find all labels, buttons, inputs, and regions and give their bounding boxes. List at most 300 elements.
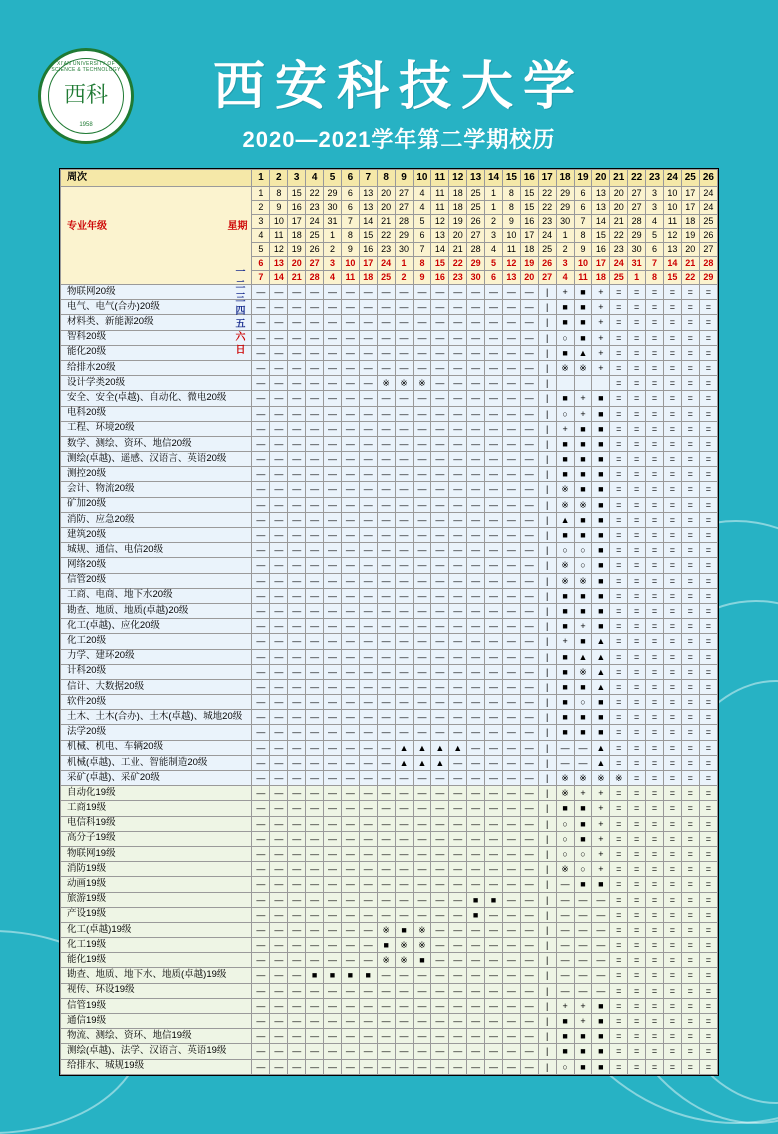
schedule-cell: = (628, 1014, 646, 1029)
schedule-cell: ■ (556, 603, 574, 618)
schedule-cell: = (699, 649, 717, 664)
schedule-cell: — (359, 725, 377, 740)
schedule-cell: = (699, 801, 717, 816)
schedule-cell: = (699, 315, 717, 330)
schedule-cell: — (324, 1044, 342, 1059)
schedule-cell: — (449, 679, 467, 694)
schedule-cell: — (502, 1059, 520, 1074)
schedule-cell: — (502, 1014, 520, 1029)
schedule-cell: ■ (556, 710, 574, 725)
schedule-cell: ▲ (395, 740, 413, 755)
schedule-cell: = (628, 452, 646, 467)
schedule-cell: — (341, 695, 359, 710)
schedule-cell: ■ (574, 436, 592, 451)
schedule-cell: — (449, 1044, 467, 1059)
schedule-cell: — (359, 376, 377, 391)
schedule-cell: — (270, 573, 288, 588)
calendar-date-cell: 13 (502, 271, 520, 285)
schedule-cell: ※ (574, 664, 592, 679)
schedule-cell: — (502, 938, 520, 953)
schedule-cell: — (485, 1044, 503, 1059)
schedule-cell: = (681, 528, 699, 543)
schedule-cell: — (324, 573, 342, 588)
schedule-cell: — (270, 846, 288, 861)
schedule-cell: = (646, 452, 664, 467)
schedule-cell: — (395, 846, 413, 861)
schedule-cell: = (681, 558, 699, 573)
schedule-cell: — (324, 603, 342, 618)
schedule-cell: — (359, 953, 377, 968)
major-row (61, 649, 718, 664)
schedule-cell: ▲ (449, 740, 467, 755)
calendar-date-cell: 12 (663, 229, 681, 243)
calendar-date-cell: 3 (485, 229, 503, 243)
schedule-cell: ※ (610, 771, 628, 786)
schedule-cell: — (520, 877, 538, 892)
schedule-cell: — (502, 467, 520, 482)
schedule-cell: = (610, 285, 628, 300)
schedule-cell: — (395, 452, 413, 467)
schedule-cell: ■ (556, 1044, 574, 1059)
schedule-cell: — (502, 406, 520, 421)
calendar-date-cell: 6 (574, 187, 592, 201)
schedule-cell: — (324, 801, 342, 816)
schedule-cell: + (556, 285, 574, 300)
schedule-cell: + (592, 846, 610, 861)
schedule-cell: — (377, 315, 395, 330)
schedule-cell: = (646, 1029, 664, 1044)
calendar-date-cell: 13 (359, 187, 377, 201)
schedule-cell: = (646, 831, 664, 846)
schedule-cell: ■ (556, 1014, 574, 1029)
calendar-date-cell: 11 (502, 243, 520, 257)
schedule-cell: = (681, 998, 699, 1013)
schedule-cell: | (538, 406, 556, 421)
week-number: 8 (377, 170, 395, 187)
schedule-cell: + (574, 1014, 592, 1029)
week-label: 周次 (61, 170, 252, 187)
schedule-cell: — (359, 998, 377, 1013)
schedule-cell: — (306, 907, 324, 922)
schedule-cell: — (359, 330, 377, 345)
schedule-cell: = (681, 330, 699, 345)
schedule-cell: — (467, 285, 485, 300)
calendar-date-cell: 6 (341, 201, 359, 215)
schedule-cell: — (341, 846, 359, 861)
schedule-cell: — (574, 983, 592, 998)
schedule-cell: — (502, 452, 520, 467)
schedule-cell: — (341, 679, 359, 694)
calendar-date-cell: 13 (359, 201, 377, 215)
schedule-cell: — (395, 285, 413, 300)
schedule-cell: — (306, 922, 324, 937)
schedule-cell: = (681, 345, 699, 360)
major-row (61, 512, 718, 527)
schedule-cell: = (610, 846, 628, 861)
week-number: 1 (252, 170, 270, 187)
major-row (61, 345, 718, 360)
schedule-cell: ■ (592, 710, 610, 725)
schedule-cell: — (449, 846, 467, 861)
schedule-cell: — (324, 953, 342, 968)
schedule-cell: ■ (574, 634, 592, 649)
schedule-cell: | (538, 740, 556, 755)
schedule-cell: — (520, 998, 538, 1013)
schedule-cell: — (431, 391, 449, 406)
schedule-cell: = (699, 786, 717, 801)
schedule-cell: — (502, 558, 520, 573)
week-number: 21 (610, 170, 628, 187)
major-name: 视传、环设19级 (61, 983, 252, 998)
schedule-cell: = (681, 436, 699, 451)
calendar-date-cell: 23 (538, 215, 556, 229)
schedule-cell: — (252, 452, 270, 467)
schedule-cell: — (431, 922, 449, 937)
schedule-cell: — (270, 922, 288, 937)
schedule-cell: — (306, 376, 324, 391)
schedule-cell: = (610, 938, 628, 953)
calendar-date-cell: 6 (413, 229, 431, 243)
schedule-cell: = (646, 786, 664, 801)
schedule-cell: — (520, 619, 538, 634)
schedule-cell: = (646, 619, 664, 634)
schedule-cell: — (592, 953, 610, 968)
schedule-cell: = (699, 664, 717, 679)
schedule-cell: = (681, 679, 699, 694)
schedule-cell: = (699, 679, 717, 694)
calendar-date-cell: 18 (449, 187, 467, 201)
schedule-cell: — (270, 558, 288, 573)
schedule-cell: = (663, 421, 681, 436)
schedule-cell: — (270, 771, 288, 786)
calendar-date-cell: 24 (377, 257, 395, 271)
schedule-cell: ■ (574, 710, 592, 725)
schedule-cell: — (520, 831, 538, 846)
schedule-cell: = (663, 725, 681, 740)
calendar-date-cell: 17 (681, 201, 699, 215)
schedule-cell: — (306, 816, 324, 831)
major-row (61, 315, 718, 330)
schedule-cell: — (288, 998, 306, 1013)
schedule-cell: — (341, 1029, 359, 1044)
schedule-cell: — (341, 1044, 359, 1059)
schedule-cell (592, 376, 610, 391)
major-row (61, 467, 718, 482)
schedule-cell: — (395, 892, 413, 907)
schedule-cell: — (377, 573, 395, 588)
schedule-cell: — (449, 573, 467, 588)
major-row (61, 573, 718, 588)
major-name: 物联网19级 (61, 846, 252, 861)
schedule-cell: — (449, 755, 467, 770)
schedule-cell: — (395, 436, 413, 451)
week-number: 5 (324, 170, 342, 187)
schedule-cell: — (359, 892, 377, 907)
schedule-cell: — (395, 1059, 413, 1074)
schedule-cell: = (699, 1044, 717, 1059)
major-row (61, 968, 718, 983)
week-number: 25 (681, 170, 699, 187)
schedule-cell: — (413, 846, 431, 861)
calendar-date-cell: 10 (502, 229, 520, 243)
schedule-cell: | (538, 922, 556, 937)
major-row (61, 543, 718, 558)
schedule-cell: — (270, 695, 288, 710)
schedule-cell: = (646, 664, 664, 679)
schedule-cell: — (324, 831, 342, 846)
schedule-cell: | (538, 330, 556, 345)
schedule-cell: — (288, 740, 306, 755)
schedule-cell: — (341, 983, 359, 998)
schedule-cell: — (502, 315, 520, 330)
schedule-cell: = (681, 968, 699, 983)
schedule-cell: | (538, 1059, 556, 1074)
schedule-cell: = (681, 771, 699, 786)
calendar-date-cell: 1 (485, 201, 503, 215)
schedule-cell: — (485, 315, 503, 330)
schedule-cell: — (413, 968, 431, 983)
schedule-cell: ○ (574, 695, 592, 710)
schedule-cell: — (467, 452, 485, 467)
schedule-cell: ■ (556, 452, 574, 467)
schedule-cell: = (610, 998, 628, 1013)
schedule-cell: — (341, 801, 359, 816)
schedule-cell: — (431, 892, 449, 907)
schedule-cell: ※ (556, 360, 574, 375)
schedule-cell: — (270, 543, 288, 558)
schedule-cell: — (395, 482, 413, 497)
major-name: 消防19级 (61, 862, 252, 877)
calendar-date-cell: 9 (341, 243, 359, 257)
schedule-cell: + (592, 862, 610, 877)
schedule-cell: — (288, 695, 306, 710)
schedule-cell: — (324, 998, 342, 1013)
schedule-cell: — (270, 528, 288, 543)
schedule-cell: = (663, 315, 681, 330)
schedule-cell: — (341, 877, 359, 892)
schedule-cell: = (681, 482, 699, 497)
schedule-cell: — (413, 497, 431, 512)
major-name: 机械(卓越)、工业、智能制造20级 (61, 755, 252, 770)
schedule-cell: — (413, 816, 431, 831)
calendar-date-cell: 1 (395, 257, 413, 271)
calendar-date-cell: 28 (395, 215, 413, 229)
schedule-cell: — (270, 862, 288, 877)
schedule-cell: — (520, 376, 538, 391)
schedule-cell: — (467, 634, 485, 649)
schedule-cell: = (610, 725, 628, 740)
schedule-cell: — (449, 816, 467, 831)
schedule-cell: — (413, 406, 431, 421)
schedule-cell: — (467, 543, 485, 558)
schedule-cell: — (520, 725, 538, 740)
schedule-cell: — (485, 755, 503, 770)
schedule-cell: — (324, 619, 342, 634)
week-number: 26 (699, 170, 717, 187)
schedule-cell: = (610, 391, 628, 406)
schedule-cell: — (485, 619, 503, 634)
schedule-cell: = (610, 558, 628, 573)
schedule-cell: = (699, 907, 717, 922)
schedule-cell: + (574, 998, 592, 1013)
calendar-date-cell: 15 (431, 257, 449, 271)
calendar-date-cell: 9 (413, 271, 431, 285)
schedule-cell: ■ (485, 892, 503, 907)
schedule-cell: — (377, 877, 395, 892)
calendar-date-cell: 11 (574, 271, 592, 285)
week-number: 13 (467, 170, 485, 187)
week-number: 23 (646, 170, 664, 187)
schedule-cell: — (431, 406, 449, 421)
schedule-cell: — (485, 376, 503, 391)
schedule-cell: — (467, 1029, 485, 1044)
schedule-cell: — (377, 710, 395, 725)
logo-inner (48, 58, 124, 134)
schedule-cell: — (449, 831, 467, 846)
schedule-cell: — (341, 922, 359, 937)
schedule-cell: — (467, 376, 485, 391)
calendar-date-cell: 20 (610, 201, 628, 215)
schedule-cell: — (341, 285, 359, 300)
schedule-cell: — (467, 406, 485, 421)
schedule-cell: ▲ (592, 634, 610, 649)
schedule-cell: | (538, 1044, 556, 1059)
schedule-cell: = (610, 436, 628, 451)
calendar-date-cell: 22 (449, 257, 467, 271)
schedule-cell: — (359, 588, 377, 603)
schedule-cell: ■ (556, 300, 574, 315)
schedule-cell: = (681, 664, 699, 679)
schedule-cell: — (502, 436, 520, 451)
schedule-cell: — (306, 801, 324, 816)
schedule-cell: — (252, 922, 270, 937)
schedule-cell: — (502, 376, 520, 391)
schedule-cell: | (538, 892, 556, 907)
schedule-cell: = (663, 619, 681, 634)
schedule-cell: — (377, 558, 395, 573)
schedule-cell: — (502, 330, 520, 345)
schedule-cell: = (610, 1014, 628, 1029)
schedule-cell: — (306, 603, 324, 618)
calendar-date-cell: 13 (270, 257, 288, 271)
schedule-cell: — (520, 391, 538, 406)
schedule-cell: | (538, 649, 556, 664)
schedule-cell: — (431, 725, 449, 740)
schedule-cell: — (341, 512, 359, 527)
schedule-cell: — (413, 512, 431, 527)
schedule-cell: — (324, 786, 342, 801)
schedule-cell: — (520, 528, 538, 543)
calendar-date-cell: 10 (270, 215, 288, 229)
schedule-cell: — (467, 497, 485, 512)
calendar-date-cell: 7 (574, 215, 592, 229)
calendar-date-cell: 25 (699, 215, 717, 229)
major-name: 通信19级 (61, 1014, 252, 1029)
schedule-cell: + (556, 998, 574, 1013)
schedule-cell: — (502, 1044, 520, 1059)
schedule-cell: — (324, 391, 342, 406)
schedule-cell: — (413, 345, 431, 360)
schedule-cell: — (288, 710, 306, 725)
schedule-cell: — (377, 467, 395, 482)
schedule-cell: | (538, 345, 556, 360)
schedule-cell: — (306, 710, 324, 725)
schedule-cell: — (359, 300, 377, 315)
schedule-cell: — (252, 862, 270, 877)
schedule-cell: — (395, 998, 413, 1013)
schedule-cell: — (431, 907, 449, 922)
schedule-cell: — (324, 543, 342, 558)
schedule-cell: — (520, 330, 538, 345)
schedule-cell: = (681, 846, 699, 861)
schedule-cell: — (502, 588, 520, 603)
schedule-cell: — (502, 740, 520, 755)
schedule-cell: — (449, 345, 467, 360)
calendar-date-cell: 19 (520, 257, 538, 271)
schedule-cell: — (341, 710, 359, 725)
schedule-cell: = (699, 482, 717, 497)
schedule-cell: — (288, 1029, 306, 1044)
calendar-date-cell: 30 (628, 243, 646, 257)
major-row (61, 725, 718, 740)
schedule-cell: — (359, 816, 377, 831)
schedule-cell: ※ (556, 771, 574, 786)
schedule-cell: — (359, 1014, 377, 1029)
calendar-date-cell: 14 (270, 271, 288, 285)
schedule-cell: — (270, 345, 288, 360)
schedule-cell: = (663, 573, 681, 588)
schedule-cell: ■ (556, 695, 574, 710)
schedule-cell: — (377, 588, 395, 603)
schedule-cell: ○ (556, 846, 574, 861)
calendar-date-cell: 10 (663, 187, 681, 201)
schedule-cell: — (449, 436, 467, 451)
calendar-date-cell: 14 (431, 243, 449, 257)
schedule-cell: — (574, 740, 592, 755)
schedule-cell: — (431, 1044, 449, 1059)
major-row (61, 1029, 718, 1044)
major-row (61, 1044, 718, 1059)
schedule-cell: — (377, 436, 395, 451)
schedule-cell: = (699, 831, 717, 846)
calendar-sheet (59, 168, 719, 1076)
schedule-cell: ▲ (592, 755, 610, 770)
schedule-cell: ▲ (592, 679, 610, 694)
schedule-cell: — (306, 482, 324, 497)
schedule-cell: — (431, 1014, 449, 1029)
schedule-cell: — (306, 1059, 324, 1074)
schedule-cell: — (341, 497, 359, 512)
schedule-cell: — (485, 953, 503, 968)
schedule-cell: = (699, 968, 717, 983)
schedule-cell: — (520, 436, 538, 451)
calendar-date-cell: 25 (306, 229, 324, 243)
schedule-cell: | (538, 467, 556, 482)
schedule-cell: = (663, 679, 681, 694)
schedule-cell: — (485, 497, 503, 512)
schedule-cell: — (449, 953, 467, 968)
schedule-cell: — (306, 528, 324, 543)
schedule-cell: — (467, 771, 485, 786)
schedule-cell: — (359, 345, 377, 360)
calendar-date-cell: 18 (449, 201, 467, 215)
schedule-cell: — (306, 406, 324, 421)
schedule-cell: — (485, 998, 503, 1013)
schedule-cell: — (270, 938, 288, 953)
schedule-cell: = (646, 740, 664, 755)
major-row (61, 421, 718, 436)
calendar-date-cell: 7 (341, 215, 359, 229)
